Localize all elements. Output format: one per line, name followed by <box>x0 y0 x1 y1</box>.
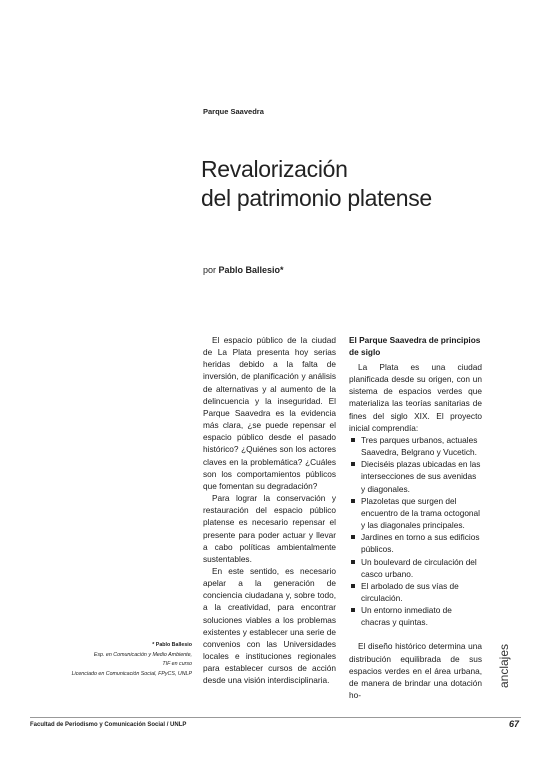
bullet-icon <box>351 608 355 612</box>
title-line-2: del patrimonio platense <box>201 185 432 211</box>
right-closing: El diseño histórico determina una distribución equilibrada de sus espacios verdes en el área urbana, de manera de brindar una dotación ho- <box>349 641 482 701</box>
left-paragraph-3: En este sentido, es necesario apelar a la generación de conciencia ciudadana y, sobre todo, a la creatividad, para encontrar soluciones viables a los problemas existentes y establecer una serie de convenios con las Universidades locales e instituciones regionales para establecer cursos de acción desde una visión interdisciplinaria. <box>203 565 336 686</box>
article-title <box>201 155 521 213</box>
bullet-icon <box>351 499 355 503</box>
page-number: 67 <box>509 719 520 729</box>
footnote-line-2: TIF en curso <box>162 661 192 667</box>
footer-faculty: Facultad de Periodismo y Comunicación Social <box>30 722 166 728</box>
left-column <box>203 334 336 687</box>
list-item: Tres parques urbanos, actuales Saavedra, Belgrano y Vucetich. <box>349 434 482 458</box>
section-label: Parque Saavedra <box>203 107 264 116</box>
list-item: Dieciséis plazas ubicadas en las intersecciones de sus avenidas y diagonales. <box>349 458 482 494</box>
bullet-icon <box>351 560 355 564</box>
bullet-icon <box>351 584 355 588</box>
side-tag: anclajes <box>497 643 511 688</box>
list-item: El arbolado de sus vías de circulación. <box>349 580 482 604</box>
footer-divider <box>30 717 521 718</box>
author-footnote <box>12 641 192 679</box>
page-footer <box>30 722 186 728</box>
footnote-line-3: Licenciado en Comunicación Social, FPyCS, UNLP <box>71 670 192 677</box>
bullet-icon <box>351 535 355 539</box>
footnote-line-1: Esp. en Comunicación y Medio Ambiente, <box>93 651 192 658</box>
footer-university: / UNLP <box>166 722 187 728</box>
right-column <box>349 334 482 701</box>
list-item: Un entorno inmediato de chacras y quintas. <box>349 604 482 628</box>
left-paragraph-2: Para lograr la conservación y restauración del espacio público platense es necesario repensar el presente para poder actuar y llevar a cabo políticas ambientalmente sustentables. <box>203 493 336 564</box>
bullet-icon <box>351 462 355 466</box>
list-item: Un boulevard de circulación del casco urbano. <box>349 556 482 580</box>
title-line-1: Revalorización <box>201 156 348 182</box>
right-intro: La Plata es una ciudad planificada desde su origen, con un sistema de espacios verdes que materializa las teorías sanitarias de fines del siglo XIX. El proyecto inicial comprendía: <box>349 362 482 433</box>
list-item: Plazoletas que surgen del encuentro de la trama octogonal y las diagonales principales. <box>349 495 482 531</box>
footnote-name: * Pablo Ballesio <box>152 642 192 648</box>
byline-prefix: por <box>203 265 217 275</box>
park-list <box>349 434 482 629</box>
list-item: Jardines en torno a sus edificios públicos. <box>349 531 482 555</box>
byline <box>203 265 284 275</box>
bullet-icon <box>351 438 355 442</box>
left-paragraph-1: El espacio público de la ciudad de La Plata presenta hoy serias heridas debido a la falta de inversión, de planificación y análisis de alternativas y al aumento de la delincuencia y la inseguridad. El Parque Saavedra es la evidencia más clara, ¿se puede repensar el espacio público desde el pasado histórico? ¿Quiénes son los actores claves en la problemática? ¿Cuáles son los comportamientos públicos que fomentan su degradación? <box>203 335 336 491</box>
author-name: Pablo Ballesio* <box>218 265 284 275</box>
subsection-heading: El Parque Saavedra de principios de siglo <box>349 335 481 357</box>
